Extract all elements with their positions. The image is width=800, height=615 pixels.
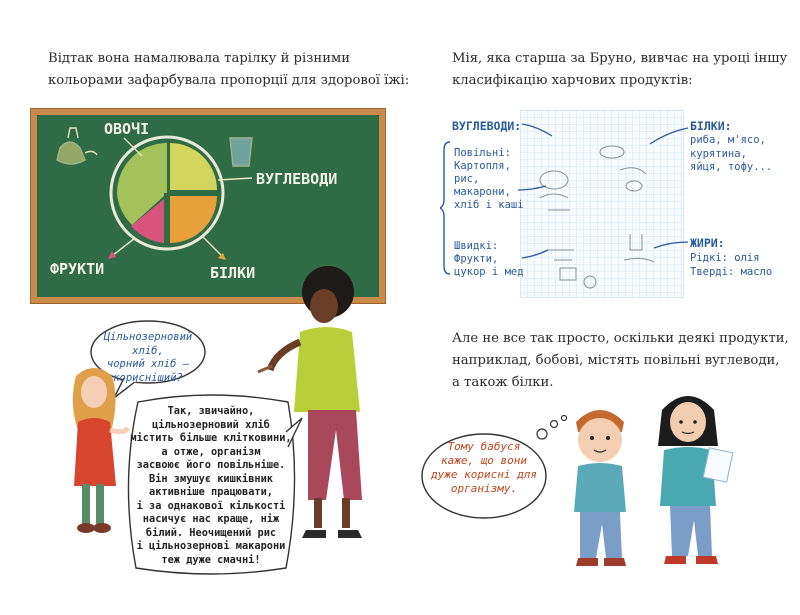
classification-arrows [500,118,700,288]
teacher-bubble-line: і цільнозернові макарони [136,540,286,552]
proteins-line: курятина, [690,147,747,160]
teacher-bubble-line: містить більше клітковини, [130,432,292,444]
girl-bubble-line: чорний хліб — [106,358,190,370]
teacher-bubble-line: засвоює його повільніше. [136,459,286,471]
fats-line: Тверді: масло [690,265,773,278]
slow-carbs-line: макарони, [454,186,511,198]
carbs-bracket [440,140,452,275]
right-intro-line: класифікацію харчових продуктів: [452,73,693,88]
bruno-bubble-text [428,440,540,496]
slow-carbs-line: рис, [454,173,480,185]
board-label-vegetables: ОВОЧІ [104,120,150,138]
carbs-title: ВУГЛЕВОДИ: [452,119,522,133]
arrow-fast [522,250,548,258]
arrow-fats [654,242,688,248]
glass-doodle [230,138,252,166]
fast-carbs-line: цукор і мед [454,266,524,278]
right-paragraph [452,328,789,394]
bruno-bubble-line: дуже корисні для [431,468,537,481]
teacher-bubble-line: теж дуже смачні! [161,553,261,566]
left-intro-line: кольорами зафарбувала пропорції для здорової їжі: [48,73,410,88]
right-paragraph-line: а також білки. [452,375,554,390]
teacher-bubble-line: Так, звичайно, [167,405,255,417]
fast-carbs-line: Фрукти, [454,253,499,265]
proteins-title: БІЛКИ: [690,119,732,133]
arrow-slow [518,186,546,190]
slow-carbs-line: Картопля, [454,160,511,172]
girl-bubble-line: корисніший? [113,371,183,384]
mia-character [640,388,740,578]
slow-carbs-line: Повільні: [454,147,511,159]
teacher-bubble-line: Він змушує кишківник [149,472,273,485]
bruno-bubble-line: каже, що вони [440,454,528,467]
arrow-carbs [522,124,552,136]
teacher-bubble-line: і за однакової кількості [136,499,286,512]
board-label-fruits: ФРУКТИ [50,260,105,278]
fats-list [690,252,772,279]
teacher-bubble-line: а отже, організм [161,445,261,458]
fats-title: ЖИРИ: [690,236,725,250]
left-intro-line: Відтак вона намалювала тарілку й різними [48,51,351,66]
left-intro [48,48,409,92]
proteins-line: риба, м'ясо, [690,134,766,146]
teacher-character [252,262,382,552]
board-label-proteins: БІЛКИ [210,264,256,282]
slow-carbs-line: хліб і каші [454,199,524,211]
proteins-list [690,134,772,175]
teacher-bubble-line: білий. Неочищений рис [145,526,277,539]
girl-character [56,362,136,542]
teacher-bubble-line: цільнозерновий хліб [152,418,270,431]
arrow-proteins [650,128,688,144]
fats-line: Рідкі: олія [690,252,760,264]
bruno-character [560,400,640,575]
teacher-bubble-line: активніше працювати, [149,486,273,498]
right-paragraph-line: Але не все так просто, оскільки деякі продукти, [452,331,789,346]
right-intro-line: Мія, яка старша за Бруно, вивчає на уроці іншу [452,51,788,66]
bruno-bubble-line: організму. [450,482,518,495]
teacher-bubble-line: насичує нас краще, ніж [142,513,280,525]
right-intro [452,48,787,92]
bruno-bubble-line: Тому бабуся [447,440,521,453]
girl-bubble-line: Цільнозерновий хліб, [103,331,193,357]
board-label-carbs: ВУГЛЕВОДИ [256,170,338,188]
proteins-line: яйця, тофу... [690,161,773,173]
right-paragraph-line: наприклад, бобові, містять повільні вуглеводи, [452,353,780,368]
fast-carbs-line: Швидкі: [454,240,499,252]
